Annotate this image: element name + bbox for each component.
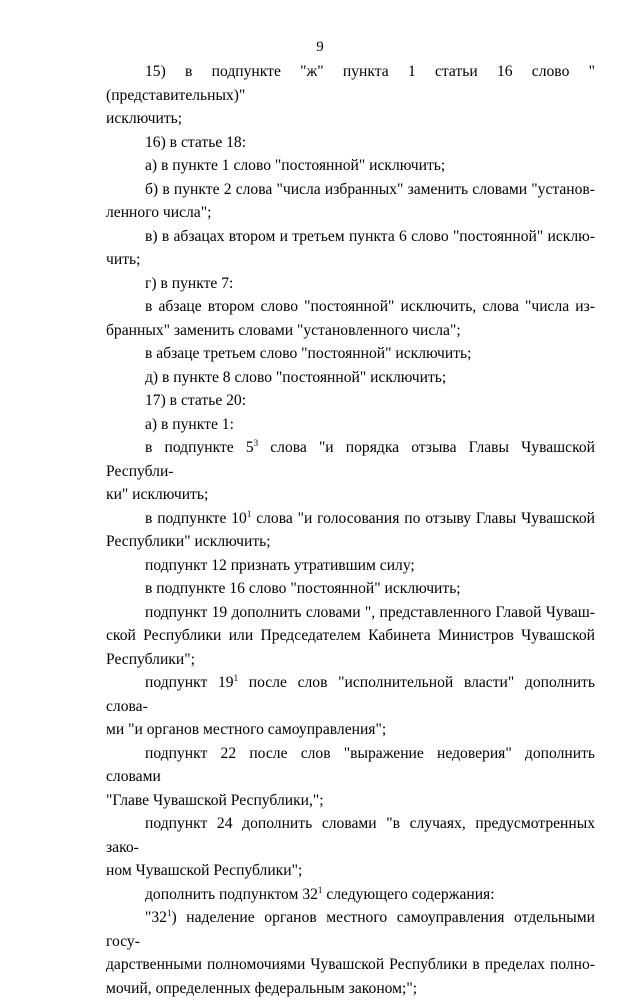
text-line xyxy=(106,436,595,483)
text-line-content: ном Чувашской Республики"; xyxy=(106,862,302,879)
text-line xyxy=(106,507,595,531)
text-line xyxy=(106,671,595,718)
text-line-content: г) в пункте 7: xyxy=(145,275,233,292)
text-line xyxy=(106,389,595,413)
text-line-content: исключить; xyxy=(106,110,182,127)
text-line-suffix: после слов "исполнительной власти" дополнить слова- xyxy=(106,674,595,715)
text-line-content: 17) в статье 20: xyxy=(145,392,246,409)
text-line-content: а) в пункте 1 слово "постоянной" исключить; xyxy=(145,157,445,174)
text-line xyxy=(106,718,595,742)
text-line xyxy=(106,295,595,319)
text-line xyxy=(106,601,595,625)
text-line-content: 15) в подпункте "ж" пункта 1 статьи 16 слово "(представительных)" xyxy=(106,63,595,104)
superscript-index: 3 xyxy=(254,438,259,448)
text-line-content: подпункт 24 дополнить словами "в случаях, предусмотренных зако- xyxy=(106,815,595,856)
text-line xyxy=(106,977,595,1000)
text-line xyxy=(106,530,595,554)
text-line-content: Республики" исключить; xyxy=(106,533,271,550)
text-line-prefix: дополнить подпунктом 32 xyxy=(145,886,318,903)
text-line xyxy=(106,413,595,437)
superscript-index: 1 xyxy=(318,885,323,895)
text-line xyxy=(106,154,595,178)
text-line xyxy=(106,859,595,883)
text-line-prefix: "32 xyxy=(145,909,167,926)
text-line xyxy=(106,483,595,507)
text-line xyxy=(106,178,595,202)
text-line-content: 16) в статье 18: xyxy=(145,134,246,151)
text-line xyxy=(106,366,595,390)
text-line-content: в абзаце третьем слово "постоянной" исключить; xyxy=(145,345,471,362)
text-line-prefix: подпункт 19 xyxy=(145,674,234,691)
text-line xyxy=(106,648,595,672)
text-line xyxy=(106,577,595,601)
text-line xyxy=(106,624,595,648)
text-line-content: в) в абзацах втором и третьем пункта 6 слово "постоянной" исклю- xyxy=(145,228,595,245)
superscript-index: 1 xyxy=(167,908,172,918)
superscript-index: 1 xyxy=(247,509,252,519)
page-number: 9 xyxy=(0,38,640,56)
text-line-content: ской Республики или Председателем Кабинета Министров Чувашской xyxy=(106,627,595,644)
text-line-content: ми "и органов местного самоуправления"; xyxy=(106,721,386,738)
text-line-content: чить; xyxy=(106,251,140,268)
text-line-content: ки" исключить; xyxy=(106,486,208,503)
text-line-prefix: в подпункте 10 xyxy=(145,510,247,527)
text-line xyxy=(106,60,595,107)
text-line-content: в подпункте 16 слово "постоянной" исключить; xyxy=(145,580,461,597)
text-line xyxy=(106,201,595,225)
text-line-content: подпункт 22 после слов "выражение недоверия" дополнить словами xyxy=(106,745,595,786)
text-line xyxy=(106,883,595,907)
text-line-content: б) в пункте 2 слова "числа избранных" заменить словами "установ- xyxy=(145,181,595,198)
text-line-content: Республики"; xyxy=(106,651,195,668)
superscript-index: 1 xyxy=(234,673,239,683)
text-line xyxy=(106,319,595,343)
text-line xyxy=(106,107,595,131)
text-line xyxy=(106,248,595,272)
text-line xyxy=(106,953,595,977)
text-line-suffix: ) наделение органов местного самоуправления отдельными госу- xyxy=(106,909,595,950)
text-line-content: мочий, определенных федеральным законом;"; xyxy=(106,980,417,997)
text-line-content: подпункт 12 признать утратившим силу; xyxy=(145,557,415,574)
text-line xyxy=(106,742,595,789)
text-line-content: д) в пункте 8 слово "постоянной" исключить; xyxy=(145,369,446,386)
text-line xyxy=(106,554,595,578)
text-line xyxy=(106,342,595,366)
text-line-content: бранных" заменить словами "установленного числа"; xyxy=(106,322,461,339)
text-line-prefix: в подпункте 5 xyxy=(145,439,254,456)
text-line-suffix: следующего содержания: xyxy=(322,886,494,903)
text-line-content: подпункт 19 дополнить словами ", представленного Главой Чуваш- xyxy=(145,604,595,621)
text-line-content: дарственными полномочиями Чувашской Республики в пределах полно- xyxy=(106,956,595,973)
text-line xyxy=(106,906,595,953)
text-line xyxy=(106,789,595,813)
text-line-content: а) в пункте 1: xyxy=(145,416,234,433)
text-line xyxy=(106,812,595,859)
text-line xyxy=(106,272,595,296)
text-line xyxy=(106,225,595,249)
text-line-content: ленного числа"; xyxy=(106,204,211,221)
text-line-suffix: слова "и порядка отзыва Главы Чувашской Республи- xyxy=(106,439,595,480)
text-line xyxy=(106,131,595,155)
text-line-suffix: слова "и голосования по отзыву Главы Чувашской xyxy=(251,510,595,527)
document-body xyxy=(106,60,595,1000)
text-line-content: "Главе Чувашской Республики,"; xyxy=(106,792,324,809)
text-line-content: в абзаце втором слово "постоянной" исключить, слова "числа из- xyxy=(145,298,595,315)
